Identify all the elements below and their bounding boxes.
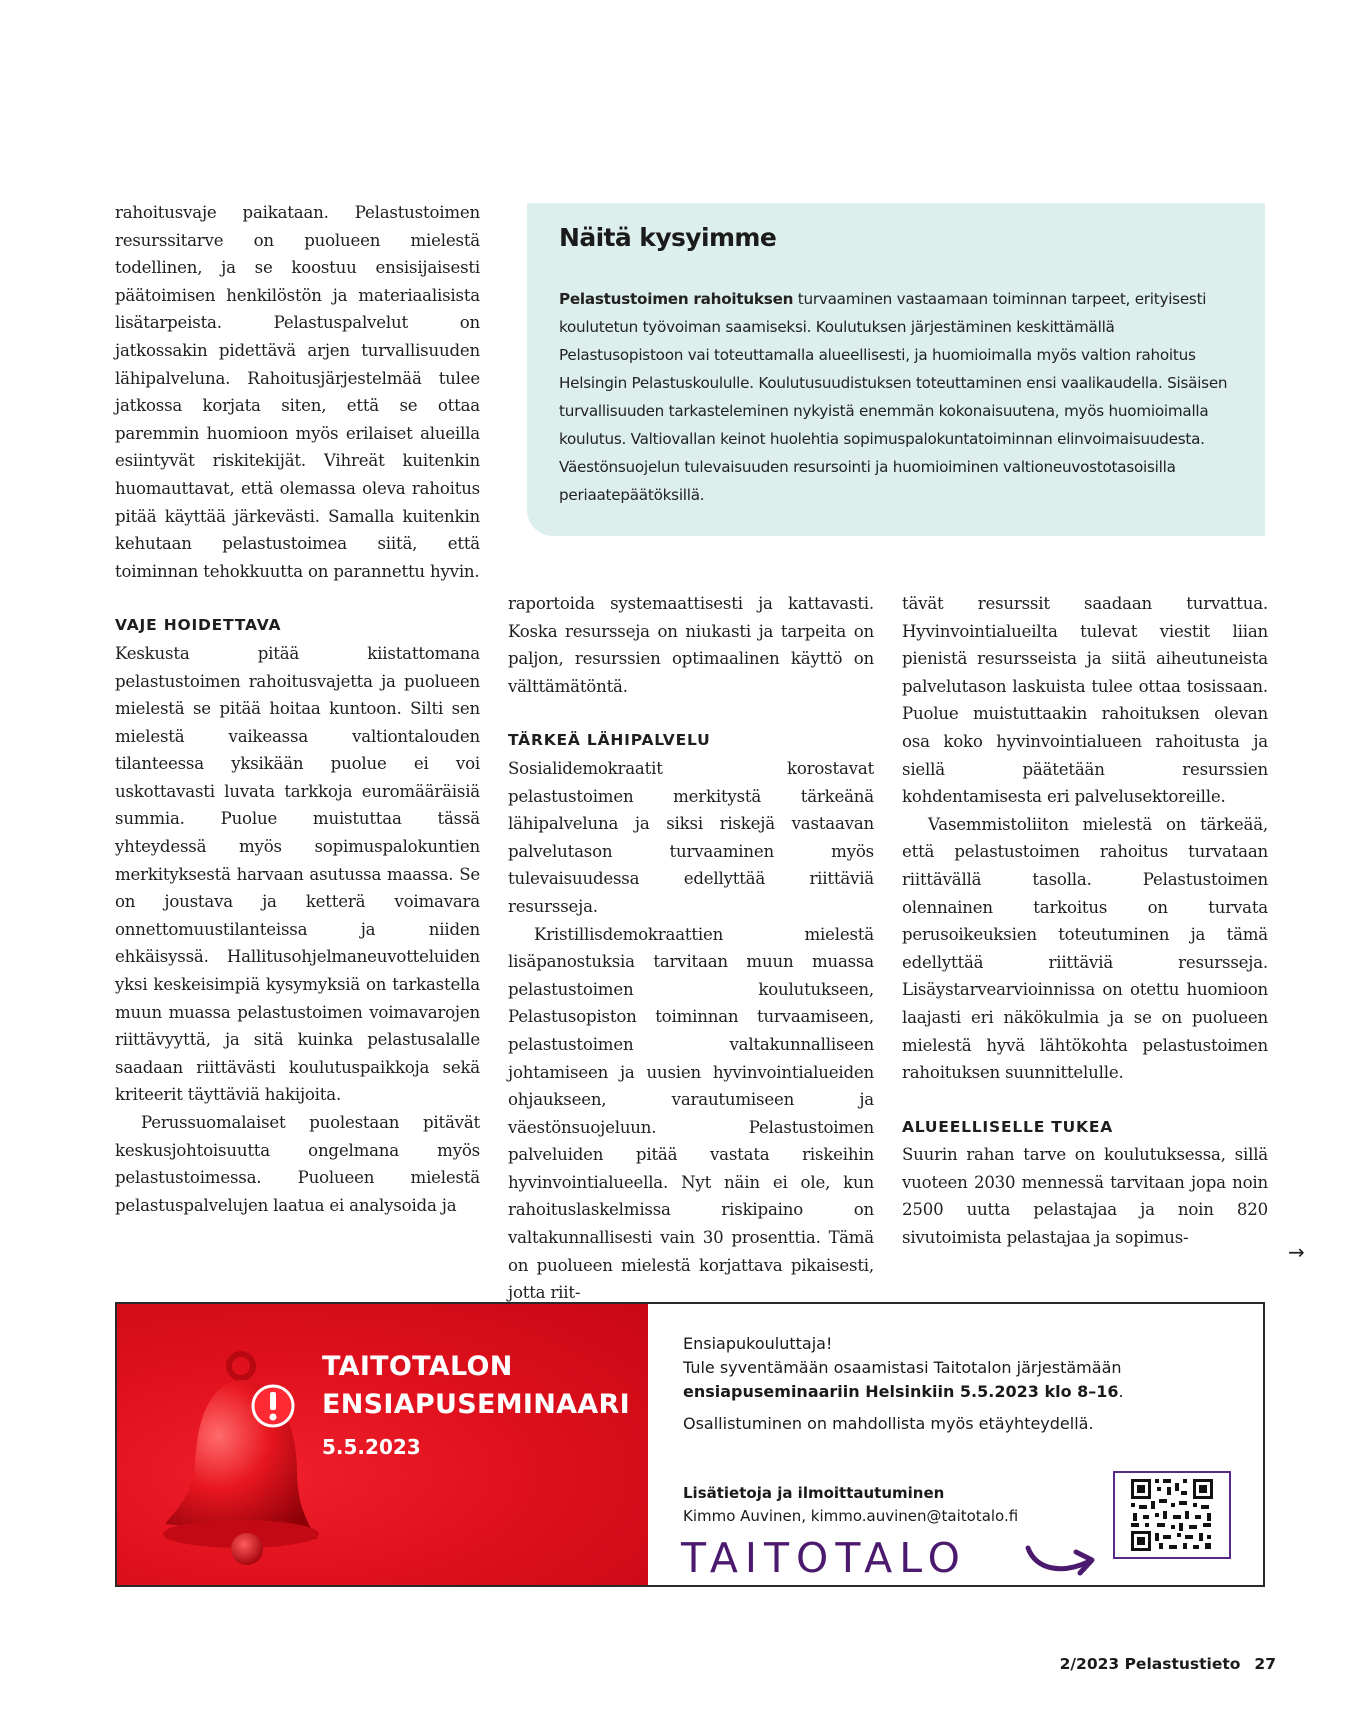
paragraph: raportoida systemaattisesti ja kattavasti. Koska resursseja on niukasti ja tarpeita on paljon, resurssien optimaalinen käyttö on välttämätöntä. [508, 594, 874, 696]
info-box [527, 203, 1265, 536]
issue-label: 2/2023 Pelastustieto [1059, 1655, 1241, 1673]
ad-line [683, 1380, 1243, 1404]
ad-line: Ensiapukouluttaja! [683, 1334, 833, 1353]
info-box-title: Näitä kysyimme [559, 223, 777, 252]
subheading-alueelliselle-tukea: ALUEELLISELLE TUKEA [902, 1117, 1114, 1136]
paragraph: Sosialidemokraatit korostavat pelastustoimen merkitystä tärkeänä lähipalveluna ja siksi riskejä vastaavan palvelutason turvaaminen myös tulevaisuudessa edellyttää riittäviä resursseja. [508, 758, 874, 916]
info-box-text [559, 285, 1229, 509]
info-box-body: turvaaminen vastaamaan toiminnan tarpeet, erityisesti koulutetun työvoiman saamiseksi. Koulutuksen järjestäminen keskittämällä Pelastusopistoon vai toteuttamalla alueellisesti, ja huomioimalla myös valtion rahoitus Helsingin Pelastuskoululle. Koulutusuudistuksen toteuttaminen ensi vaalikaudella. Sisäisen turvallisuuden tarkasteleminen nykyistä enemmän kokonaisuutena, myös huomioimalla koulutus. Valtiovallan keinot huolehtia sopimuspalokuntatoiminnan elinvoimaisuudesta. Väestönsuojelun tulevaisuuden resursointi ja huomioiminen valtioneuvostotasoisilla periaatepäätöksillä. [559, 290, 1228, 504]
ad-title-line-1: TAITOTALON [322, 1351, 513, 1382]
qr-code-icon [1115, 1473, 1229, 1557]
paragraph: Kristillisdemokraattien mielestä lisäpanostuksia tarvitaan muun muassa pelastustoimen koulutukseen, Pelastusopiston toiminnan turvaamiseen, pelastustoimen valtakunnalliseen johtamiseen ja uusien hyvinvointialueiden ohjaukseen, varautumiseen ja väestönsuojeluun. Pelastustoimen palveluiden pitää vastata riskeihin hyvinvointialueella. Nyt näin ei ole, kun rahoituslaskelmissa riskipaino on valtakunnallisesti vain 30 prosenttia. Tämä on puolueen mielestä korjattava pikaisesti, jotta riit- [508, 924, 874, 1303]
continue-arrow-icon: → [1288, 1240, 1305, 1264]
subheading-vaje-hoidettava: VAJE HOIDETTAVA [115, 616, 282, 635]
ad-line: Osallistuminen on mahdollista myös etäyhteydellä. [683, 1414, 1094, 1433]
article-column-3 [902, 590, 1268, 1252]
ad-line: Tule syventämään osaamistasi Taitotalon järjestämään [683, 1358, 1122, 1377]
qr-code[interactable] [1113, 1471, 1231, 1559]
paragraph: tävät resurssit saadaan turvattua. Hyvinvointialueilta tulevat viestit liian pienistä resursseista ja siitä aiheutuneista palvelutason laskuista tulee ottaa tosissaan. Puolue muistuttaakin rahoituksen olevan osa koko hyvinvointialueen rahoitusta ja siellä päätetään resurssien kohdentamisesta eri palvelusektoreille. [902, 594, 1268, 807]
bell-icon [157, 1344, 327, 1574]
paragraph: Keskusta pitää kiistattomana pelastustoimen rahoitusvajetta ja puolueen mielestä se pitää hoitaa kuntoon. Silti sen mielestä vaikeassa valtiontalouden tilanteessa yksikään puolue ei voi uskottavasti luvata tarkkoja euromääräisiä summia. Puolue muistuttaa tässä yhteydessä myös sopimuspalokuntien merkityksestä harvaan asutussa maassa. Se on joustava ja ketterä voimavara onnettomuustilanteissa ja niiden ehkäisyssä. Hallitusohjelmaneuvotteluiden yksi keskeisimpiä kysymyksiä on tarkastella muun muassa pelastustoimen voimavarojen riittävyyttä, ja sitä kuinka pelastusalalle saadaan riittävästi koulutuspaikkoja sekä kriteerit täyttäviä hakijoita. [115, 643, 480, 1105]
ad-date: 5.5.2023 [322, 1435, 421, 1459]
ad-title-line-2: ENSIAPUSEMINAARI [322, 1389, 630, 1420]
page-footer [1060, 1655, 1276, 1673]
ad-line-end: . [1118, 1382, 1124, 1401]
info-box-lead: Pelastustoimen rahoituksen [559, 290, 794, 308]
ad-contact-email[interactable]: Kimmo Auvinen, kimmo.auvinen@taitotalo.fi [683, 1507, 1019, 1525]
ad-contact [683, 1482, 1018, 1528]
ad-contact-title: Lisätietoja ja ilmoittautuminen [683, 1484, 945, 1502]
curved-arrow-icon [1022, 1540, 1102, 1580]
paragraph: rahoitusvaje paikataan. Pelastustoimen resurssitarve on puolueen mielestä todellinen, ja se koostuu ensisijaisesti päätoimisen henkilöstön ja materiaalisista lisätarpeista. Pelastuspalvelut on jatkossakin pidettävä arjen turvallisuuden lähipalveluna. Rahoitusjärjestelmää tulee jatkossa korjata siten, että se ottaa paremmin huomioon myös erilaiset alueilla esiintyvät riskitekijät. Vihreät kuitenkin huomauttavat, että olemassa oleva rahoitus pitää käyttää järkevästi. Samalla kuitenkin kehutaan pelastustoimea siitä, että toiminnan tehokkuutta on parannettu hyvin. [115, 203, 480, 581]
ad-details [683, 1332, 1243, 1436]
taitotalo-logo: TAITOTALO [681, 1534, 967, 1582]
page-number: 27 [1254, 1655, 1276, 1673]
paragraph: Vasemmistoliiton mielestä on tärkeää, että pelastustoimen rahoitus turvataan riittävällä tasolla. Pelastustoimen olennainen tarkoitus on turvata perusoikeuksien toteutuminen ja tämä edellyttää riittäviä resursseja. Lisäystarvearvioinnissa on otettu huomioon laajasti eri näkökulmia ja se on puolueen mielestä hyvä lähtökohta pelastustoimen rahoituksen suunnittelulle. [902, 814, 1268, 1083]
paragraph: Perussuomalaiset puolestaan pitävät keskusjohtoisuutta ongelmana myös pelastustoimessa. Puolueen mielestä pelastuspalvelujen laatua ei analysoida ja [115, 1113, 480, 1215]
article-column-2 [508, 590, 874, 1307]
advertisement[interactable] [115, 1302, 1265, 1587]
ad-line-bold: ensiapuseminaariin Helsinkiin 5.5.2023 klo 8–16 [683, 1382, 1119, 1401]
article-column-1 [115, 199, 480, 1219]
subheading-tarkea-lahipalvelu: TÄRKEÄ LÄHIPALVELU [508, 731, 711, 750]
ad-title [322, 1348, 642, 1424]
paragraph: Suurin rahan tarve on koulutuksessa, sillä vuoteen 2030 mennessä tarvitaan jopa noin 2500 uutta pelastajaa ja noin 820 sivutoimista pelastajaa ja sopimus- [902, 1145, 1268, 1248]
ad-banner [117, 1304, 648, 1585]
